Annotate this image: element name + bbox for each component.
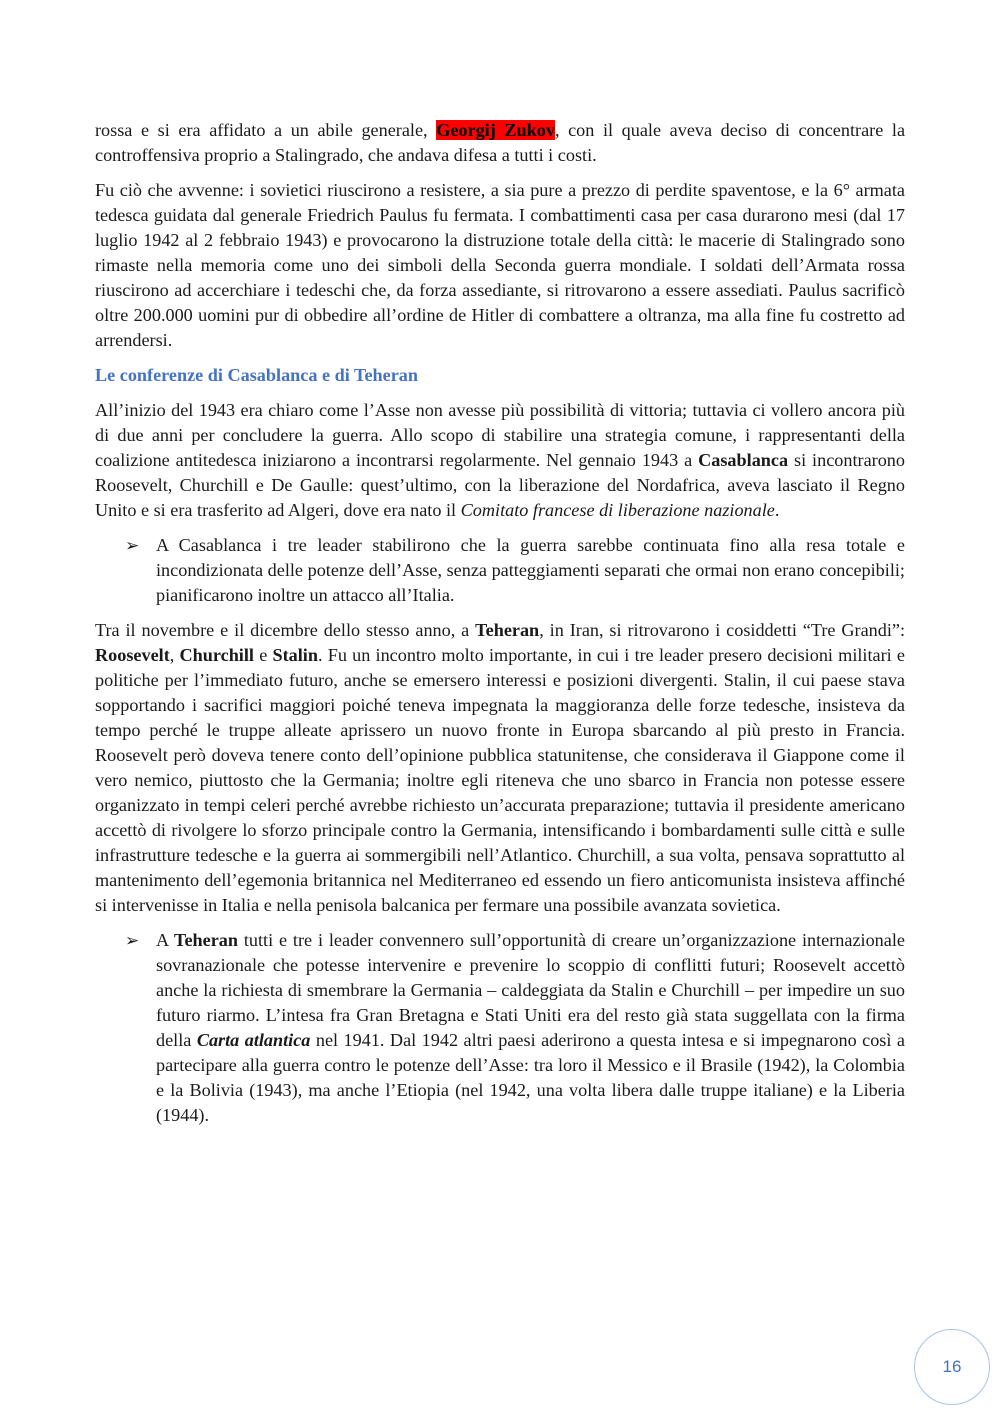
section-heading: Le conferenze di Casablanca e di Teheran bbox=[95, 365, 418, 385]
bullet-casablanca: ➢ A Casablanca i tre leader stabilirono che la guerra sarebbe continuata fino alla resa totale e incondizionata delle potenze dell’Asse, senza patteggiamenti separati che ormai non erano concepibili; pianificarono inoltre un attacco all’Italia. bbox=[125, 535, 905, 605]
paragraph-teheran: Tra il novembre e il dicembre dello stesso anno, a Teheran, in Iran, si ritrovarono i cosiddetti “Tre Grandi”: Roosevelt, Churchill e Stalin. Fu un incontro molto importante, in cui i tre leader presero decisioni militari e politiche per l’immediato futuro, anche se emersero interessi e posizioni divergenti. Stalin, il cui paese stava sopportando i sacrifici maggiori poiché teneva impegnata la maggioranza delle forze tedesche, insisteva da tempo perché le truppe alleate aprissero un nuovo fronte in Europa sbarcando al più presto in Francia. Roosevelt però doveva tenere conto dell’opinione pubblica statunitense, che considerava il Giappone come il vero nemico, piuttosto che la Germania; inoltre egli riteneva che uno sbarco in Francia non potesse essere organizzato in tempi celeri perché avrebbe richiesto un’accurata preparazione; tuttavia il presidente americano accettò di rivolgere lo sforzo principale contro la Germania, intensificando i bombardamenti sulle città e sulle infrastrutture tedesche e la guerra ai sommergibili nell’Atlantico. Churchill, a sua volta, pensava soprattutto al mantenimento dell’egemonia britannica nel Mediterraneo ed essendo un fiero anticomunista insisteva affinché si intervenisse in Italia e nella penisola balcanica per fermare una possibile avanzata sovietica. bbox=[95, 620, 906, 915]
paragraph-stalingrado-battle: Fu ciò che avvenne: i sovietici riuscirono a resistere, a sia pure a prezzo di perdite spaventose, e la 6° armata tedesca guidata dal generale Friedrich Paulus fu fermata. I combattimenti casa per casa durarono mesi (dal 17 luglio 1942 al 2 febbraio 1943) e provocarono la distruzione totale della città: le macerie di Stalingrado sono rimaste nella memoria come uno dei simboli della Seconda guerra mondiale. I soldati dell’Armata rossa riuscirono ad accerchiare i tedeschi che, da forza assediante, si ritrovarono a essere assediati. Paulus sacrificò oltre 200.000 uomini pur di obbedire all’ordine de Hitler di combattere a oltranza, ma alla fine fu costretto ad arrendersi. bbox=[95, 180, 905, 350]
page-number: 16 bbox=[914, 1329, 990, 1405]
document-page bbox=[95, 118, 905, 1138]
paragraph-casablanca: All’inizio del 1943 era chiaro come l’Asse non avesse più possibilità di vittoria; tuttavia ci vollero ancora più di due anni per concludere la guerra. Allo scopo di stabilire una strategia comune, i rappresentanti della coalizione antitedesca iniziarono a incontrarsi regolarmente. Nel gennaio 1943 a Casablanca si incontrarono Roosevelt, Churchill e De Gaulle: quest’ultimo, con la liberazione del Nordafrica, aveva lasciato il Regno Unito e si era trasferito ad Algeri, dove era nato il Comitato francese di liberazione nazionale. bbox=[95, 400, 905, 520]
italic-comitato: Comitato francese di liberazione nazionale bbox=[460, 500, 775, 520]
bold-italic-carta-atlantica: Carta atlantica bbox=[196, 1030, 311, 1050]
highlighted-name: Georgij Zukov bbox=[436, 120, 555, 140]
paragraph-stalingrado-intro: rossa e si era affidato a un abile generale, Georgij Zukov, con il quale aveva deciso di concentrare la controffensiva proprio a Stalingrado, che andava difesa a tutti i costi. bbox=[95, 120, 906, 165]
arrow-bullet-icon: ➢ bbox=[125, 931, 140, 950]
bullet-teheran: ➢ A Teheran tutti e tre i leader convennero sull’opportunità di creare un’organizzazione internazionale sovranazionale che potesse intervenire e prevenire lo scoppio di conflitti futuri; Roosevelt accettò anche la richiesta di smembrare la Germania – caldeggiata da Stalin e Churchill – per impedire un suo futuro riarmo. L’intesa fra Gran Bretagna e Stati Uniti era del resto già stata suggellata con la firma della Carta atlantica nel 1941. Dal 1942 altri paesi aderirono a questa intesa e si impegnarono così a partecipare alla guerra contro le potenze dell’Asse: tra loro il Messico e il Brasile (1942), la Colombia e la Bolivia (1943), ma anche l’Etiopia (nel 1942, una volta libera dalle truppe italiane) e la Liberia (1944). bbox=[125, 930, 905, 1125]
arrow-bullet-icon: ➢ bbox=[125, 536, 140, 555]
bold-casablanca: Casablanca bbox=[698, 450, 789, 470]
